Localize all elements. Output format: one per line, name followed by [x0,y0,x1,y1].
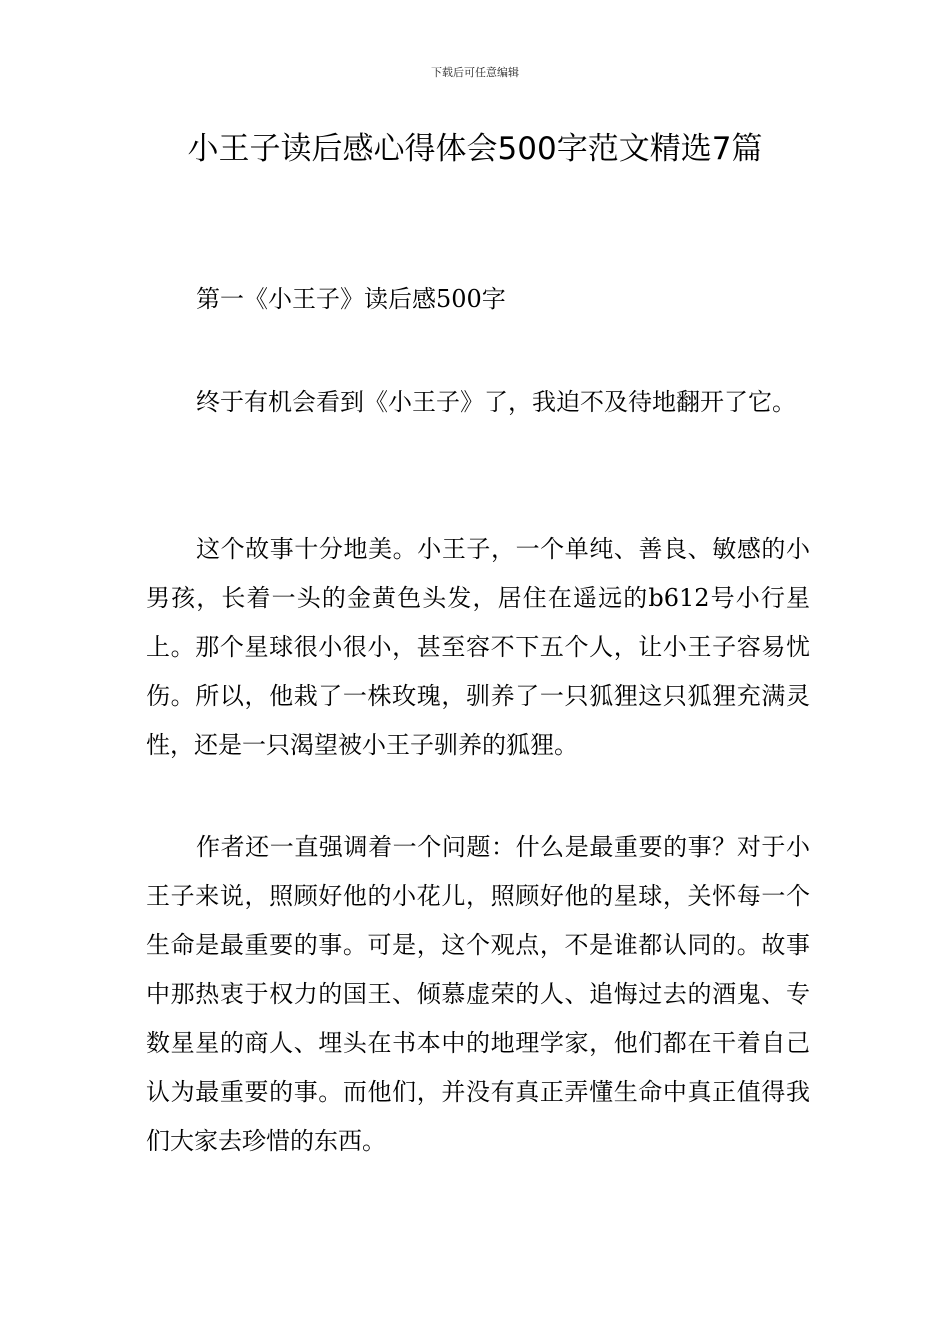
section-heading: 第一《小王子》读后感500字 [196,285,506,313]
paragraph-3: 作者还一直强调着一个问题：什么是最重要的事？对于小王子来说，照顾好他的小花儿，照顾好他的星球，关怀每一个生命是最重要的事。可是，这个观点，不是谁都认同的。故事中那热衷于权力的国王、倾慕虚荣的人、追悔过去的酒鬼、专数星星的商人、埋头在书本中的地理学家，他们都在干着自己认为最重要的事。而他们，并没有真正弄懂生命中真正值得我们大家去珍惜的东西。 [146,833,810,1155]
paragraph-1: 终于有机会看到《小王子》了，我迫不及待地翻开了它。 [196,388,796,416]
paragraph-2: 这个故事十分地美。小王子，一个单纯、善良、敏感的小男孩，长着一头的金黄色头发，居住在遥远的b612号小行星上。那个星球很小很小，甚至容不下五个人，让小王子容易忧伤。所以，他栽了一株玫瑰，驯养了一只狐狸这只狐狸充满灵性，还是一只渴望被小王子驯养的狐狸。 [146,535,810,759]
document-title: 小王子读后感心得体会500字范文精选7篇 [187,131,763,167]
header-note: 下载后可任意编辑 [431,66,519,79]
